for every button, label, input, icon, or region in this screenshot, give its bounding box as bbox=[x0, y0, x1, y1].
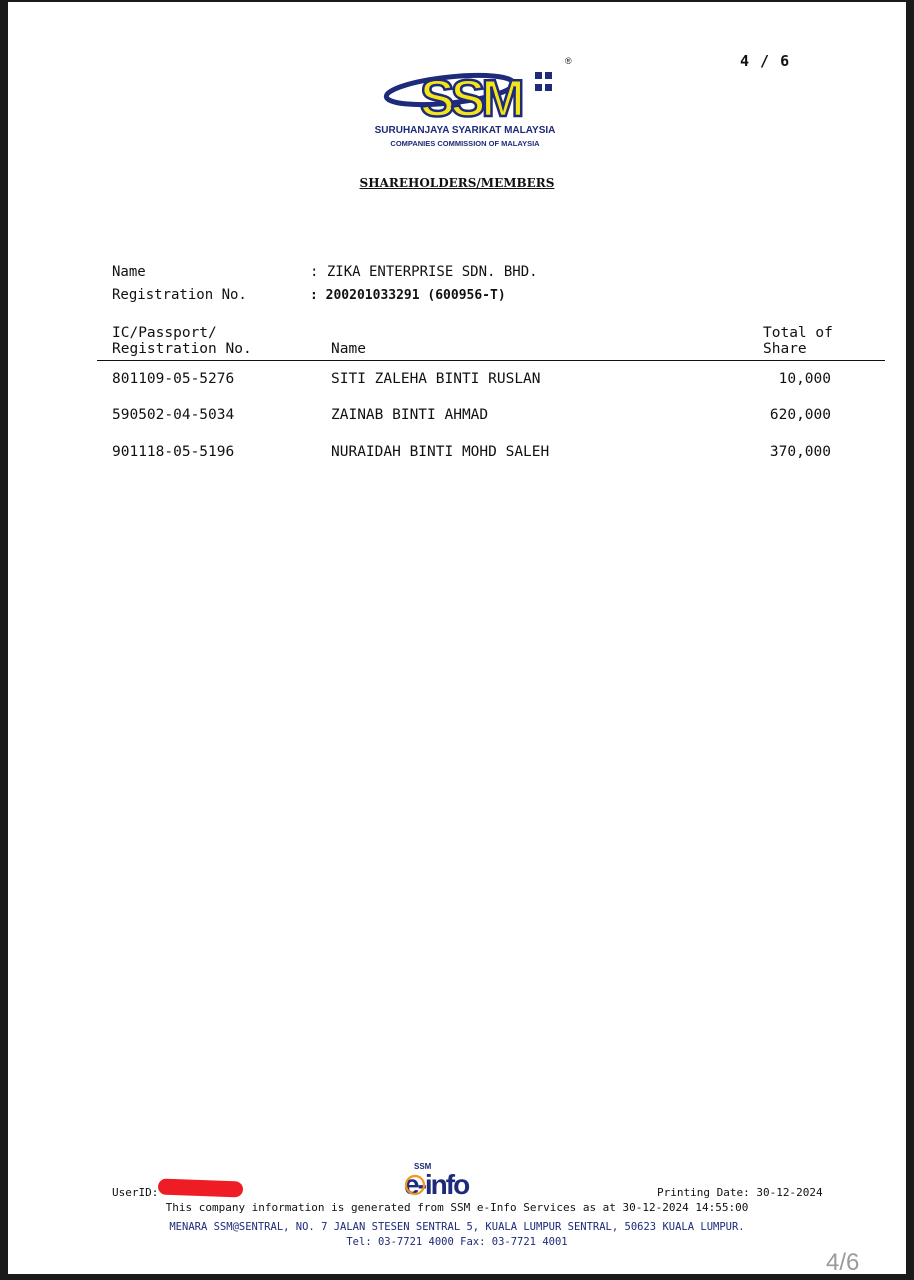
einfo-logo bbox=[400, 1160, 510, 1200]
registered-mark: ® bbox=[565, 56, 572, 66]
redaction-mark bbox=[158, 1179, 244, 1198]
generated-notice: This company information is generated from SSM e-Info Services as at 30-12-2024 14:55:00 bbox=[165, 1201, 749, 1214]
einfo-small-text: SSM bbox=[414, 1162, 432, 1171]
row-name: SITI ZALEHA BINTI RUSLAN bbox=[331, 371, 541, 387]
ssm-logo-text: SSM bbox=[420, 70, 521, 128]
row-ic: 801109-05-5276 bbox=[112, 371, 235, 387]
document-title: SHAREHOLDERS/MEMBERS bbox=[359, 176, 555, 190]
row-share: 10,000 bbox=[778, 371, 831, 387]
logo-line1: SURUHANJAYA SYARIKAT MALAYSIA bbox=[374, 125, 556, 136]
row-share: 370,000 bbox=[769, 444, 831, 460]
row-name: NURAIDAH BINTI MOHD SALEH bbox=[331, 444, 550, 460]
row-ic: 901118-05-5196 bbox=[112, 444, 235, 460]
viewer-page-counter: 4/6 bbox=[826, 1249, 860, 1274]
row-ic: 590502-04-5034 bbox=[112, 407, 235, 423]
row-share: 620,000 bbox=[769, 407, 831, 423]
userid-label: UserID: bbox=[112, 1186, 159, 1199]
registration-value: : 200201033291 (600956-T) bbox=[310, 288, 506, 303]
page-indicator: 4 / 6 bbox=[740, 52, 791, 70]
ssm-contact: Tel: 03-7721 4000 Fax: 03-7721 4001 bbox=[346, 1236, 568, 1248]
printing-date: Printing Date: 30-12-2024 bbox=[657, 1186, 823, 1199]
einfo-big-text: e-info bbox=[404, 1169, 469, 1200]
row-name: ZAINAB BINTI AHMAD bbox=[331, 407, 489, 423]
ssm-address: MENARA SSM@SENTRAL, NO. 7 JALAN STESEN SENTRAL 5, KUALA LUMPUR SENTRAL, 50623 KUALA LUMPUR. bbox=[169, 1221, 745, 1233]
logo-line2: COMPANIES COMMISSION OF MALAYSIA bbox=[390, 139, 540, 148]
column-header-name: Name bbox=[331, 341, 366, 357]
company-name-value: : ZIKA ENTERPRISE SDN. BHD. bbox=[310, 264, 538, 280]
registration-label: Registration No. bbox=[112, 287, 247, 303]
company-name-label: Name bbox=[112, 264, 146, 280]
column-header-total-share: Total of Share bbox=[763, 325, 833, 357]
document-page bbox=[8, 2, 906, 1274]
column-header-ic: IC/Passport/ Registration No. bbox=[112, 325, 252, 357]
header-divider bbox=[97, 360, 885, 361]
